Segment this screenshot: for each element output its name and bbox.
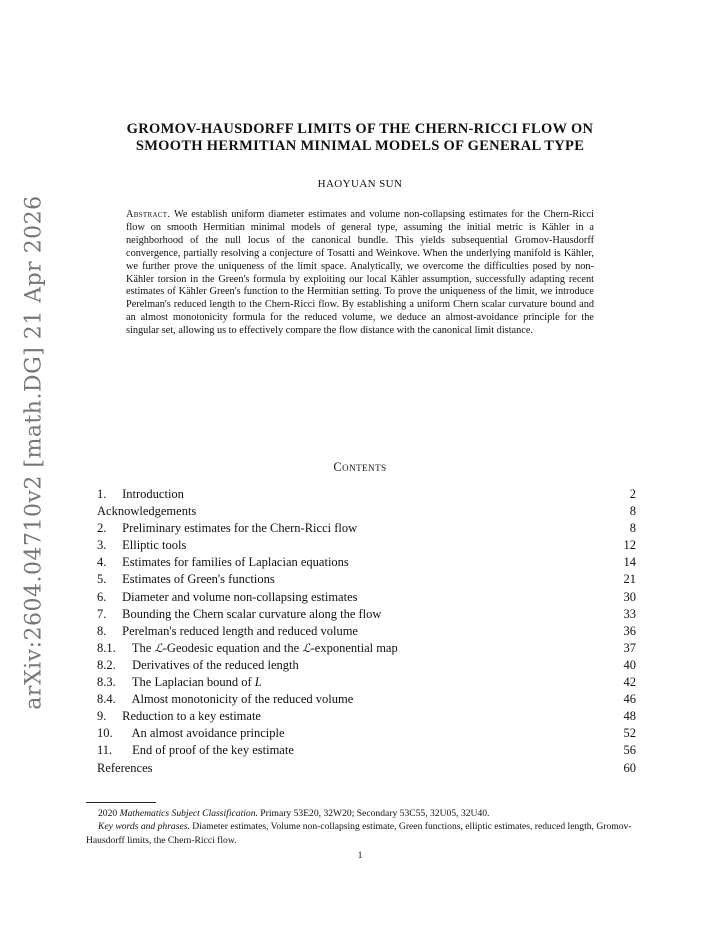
arxiv-identifier-stamp bbox=[14, 194, 54, 710]
footnote-divider bbox=[86, 802, 156, 803]
toc-number: 8.4. bbox=[97, 692, 116, 707]
arxiv-identifier-text: arXiv:2604.04710v2 [math.DG] 21 Apr 2026 bbox=[21, 194, 47, 710]
toc-entry[interactable] bbox=[97, 674, 636, 691]
toc-label: End of proof of the key estimate bbox=[132, 743, 294, 758]
toc-number: 4. bbox=[97, 555, 107, 570]
toc-number: 2. bbox=[97, 521, 107, 536]
toc-label: Estimates of Green's functions bbox=[122, 572, 275, 587]
toc-label: Derivatives of the reduced length bbox=[132, 657, 299, 672]
toc-entry[interactable] bbox=[97, 760, 636, 777]
toc-entry[interactable] bbox=[97, 571, 636, 588]
toc-number: 5. bbox=[97, 572, 107, 587]
toc-label: Almost monotonicity of the reduced volume bbox=[131, 692, 354, 707]
toc-label: Estimates for families of Laplacian equations bbox=[122, 555, 349, 570]
toc-number: 3. bbox=[97, 538, 107, 553]
toc-entry[interactable] bbox=[97, 742, 636, 759]
keywords-text: Diameter estimates, Volume non-collapsing estimate, Green functions, elliptic estimates, reduced length, Gromov-Hausdorff limits, the Chern-Ricci flow. bbox=[86, 821, 632, 846]
toc-label: References bbox=[97, 760, 153, 775]
toc-entry[interactable] bbox=[97, 486, 636, 503]
toc-entry[interactable] bbox=[97, 725, 636, 742]
toc-label: Preliminary estimates for the Chern-Ricci flow bbox=[122, 521, 358, 536]
toc-number: 11. bbox=[97, 743, 113, 758]
toc-number: 1. bbox=[97, 487, 107, 501]
table-of-contents bbox=[97, 486, 636, 777]
toc-label: Diameter and volume non-collapsing estimates bbox=[122, 589, 358, 604]
abstract-text: We establish uniform diameter estimates and volume non-collapsing estimates for the Chern-Ricci flow on smooth Hermitian minimal models of general type, assuming the initial metric is Kähler in a neighborhood of the null locus of the canonical bundle. This yields subsequential Gromov-Hausdorff convergence, partially resolving a conjecture of Tosatti and Weinkove. When the underlying manifold is Kähler, we further prove the uniqueness of the limit space. Analytically, we overcome the difficulties posed by non-Kähler torsion in the Green's formula by exploiting our local Kähler assumption, successfully adapting recent estimates of Kähler Green's function to the Hermitian setting. To prove the uniqueness of the limit, we introduce Perelman's reduced length to the Chern-Ricci flow. By establishing a uniform Chern scalar curvature bound and an almost monotonicity formula for the reduced volume, we deduce an almost-avoidance principle for the singular set, allowing us to effectively compare the flow distance with the canonical limit distance. bbox=[126, 209, 595, 337]
toc-page: 30 bbox=[623, 589, 636, 604]
toc-number: 6. bbox=[97, 589, 107, 604]
contents-heading: Contents bbox=[333, 460, 387, 474]
toc-number: 8.1. bbox=[97, 640, 116, 655]
toc-page: 2 bbox=[629, 487, 636, 501]
toc-label: The ℒ-Geodesic equation and the ℒ-exponential map bbox=[131, 640, 398, 655]
paper-title bbox=[90, 121, 630, 155]
toc-page: 8 bbox=[629, 521, 636, 536]
toc-number: 9. bbox=[97, 709, 107, 724]
msc-codes: Primary 53E20, 32W20; Secondary 53C55, 32U05, 32U40. bbox=[260, 808, 490, 819]
toc-page: 37 bbox=[623, 640, 636, 655]
toc-page: 48 bbox=[623, 709, 636, 724]
toc-number: 8.2. bbox=[97, 657, 116, 672]
toc-page: 40 bbox=[623, 657, 636, 672]
toc-entry[interactable] bbox=[97, 623, 636, 640]
toc-entry[interactable] bbox=[97, 520, 636, 537]
toc-label: Perelman's reduced length and reduced volume bbox=[122, 623, 358, 638]
toc-label: The Laplacian bound of L bbox=[131, 675, 262, 690]
abstract-label: Abstract. bbox=[126, 209, 171, 220]
toc-page: 42 bbox=[623, 675, 636, 690]
page-number: 1 bbox=[357, 850, 363, 861]
toc-label: Introduction bbox=[122, 487, 184, 501]
toc-entry[interactable] bbox=[97, 589, 636, 606]
toc-page: 8 bbox=[629, 504, 636, 519]
toc-number: 7. bbox=[97, 606, 107, 621]
toc-entry[interactable] bbox=[97, 708, 636, 725]
toc-entry[interactable] bbox=[97, 657, 636, 674]
toc-number: 8. bbox=[97, 623, 107, 638]
toc-entry[interactable] bbox=[97, 640, 636, 657]
keywords-footnote bbox=[86, 820, 636, 847]
toc-label: Acknowledgements bbox=[97, 504, 197, 519]
footnotes bbox=[86, 807, 636, 847]
toc-page: 33 bbox=[623, 606, 636, 621]
toc-label: Elliptic tools bbox=[122, 538, 187, 553]
toc-entry[interactable] bbox=[97, 503, 636, 520]
toc-page: 21 bbox=[623, 572, 636, 587]
toc-entry[interactable] bbox=[97, 606, 636, 623]
toc-page: 36 bbox=[623, 623, 636, 638]
keywords-label: Key words and phrases. bbox=[98, 821, 190, 833]
msc-footnote: 2020 Mathematics Subject Classification. Primary 53E20, 32W20; Secondary 53C55, 32U05, 32U40. bbox=[98, 808, 490, 819]
toc-label: An almost avoidance principle bbox=[131, 726, 285, 741]
toc-page: 46 bbox=[623, 692, 636, 707]
author-name: HAOYUAN SUN bbox=[317, 178, 403, 190]
toc-label: Bounding the Chern scalar curvature along the flow bbox=[122, 606, 382, 621]
toc-label: Reduction to a key estimate bbox=[122, 709, 261, 724]
toc-number: 10. bbox=[97, 726, 113, 741]
toc-number: 8.3. bbox=[97, 675, 116, 690]
toc-entry[interactable] bbox=[97, 691, 636, 708]
toc-page: 56 bbox=[623, 743, 636, 758]
toc-page: 60 bbox=[623, 760, 636, 775]
toc-page: 52 bbox=[623, 726, 636, 741]
abstract bbox=[126, 209, 594, 338]
toc-entry[interactable] bbox=[97, 554, 636, 571]
msc-label: Mathematics Subject Classification. bbox=[119, 808, 258, 819]
title-line-1: GROMOV-HAUSDORFF LIMITS OF THE CHERN-RICCI FLOW ON bbox=[126, 121, 594, 137]
toc-entry[interactable] bbox=[97, 537, 636, 554]
toc-page: 12 bbox=[623, 538, 636, 553]
toc-page: 14 bbox=[623, 555, 636, 570]
title-line-2: SMOOTH HERMITIAN MINIMAL MODELS OF GENERAL TYPE bbox=[135, 138, 585, 154]
